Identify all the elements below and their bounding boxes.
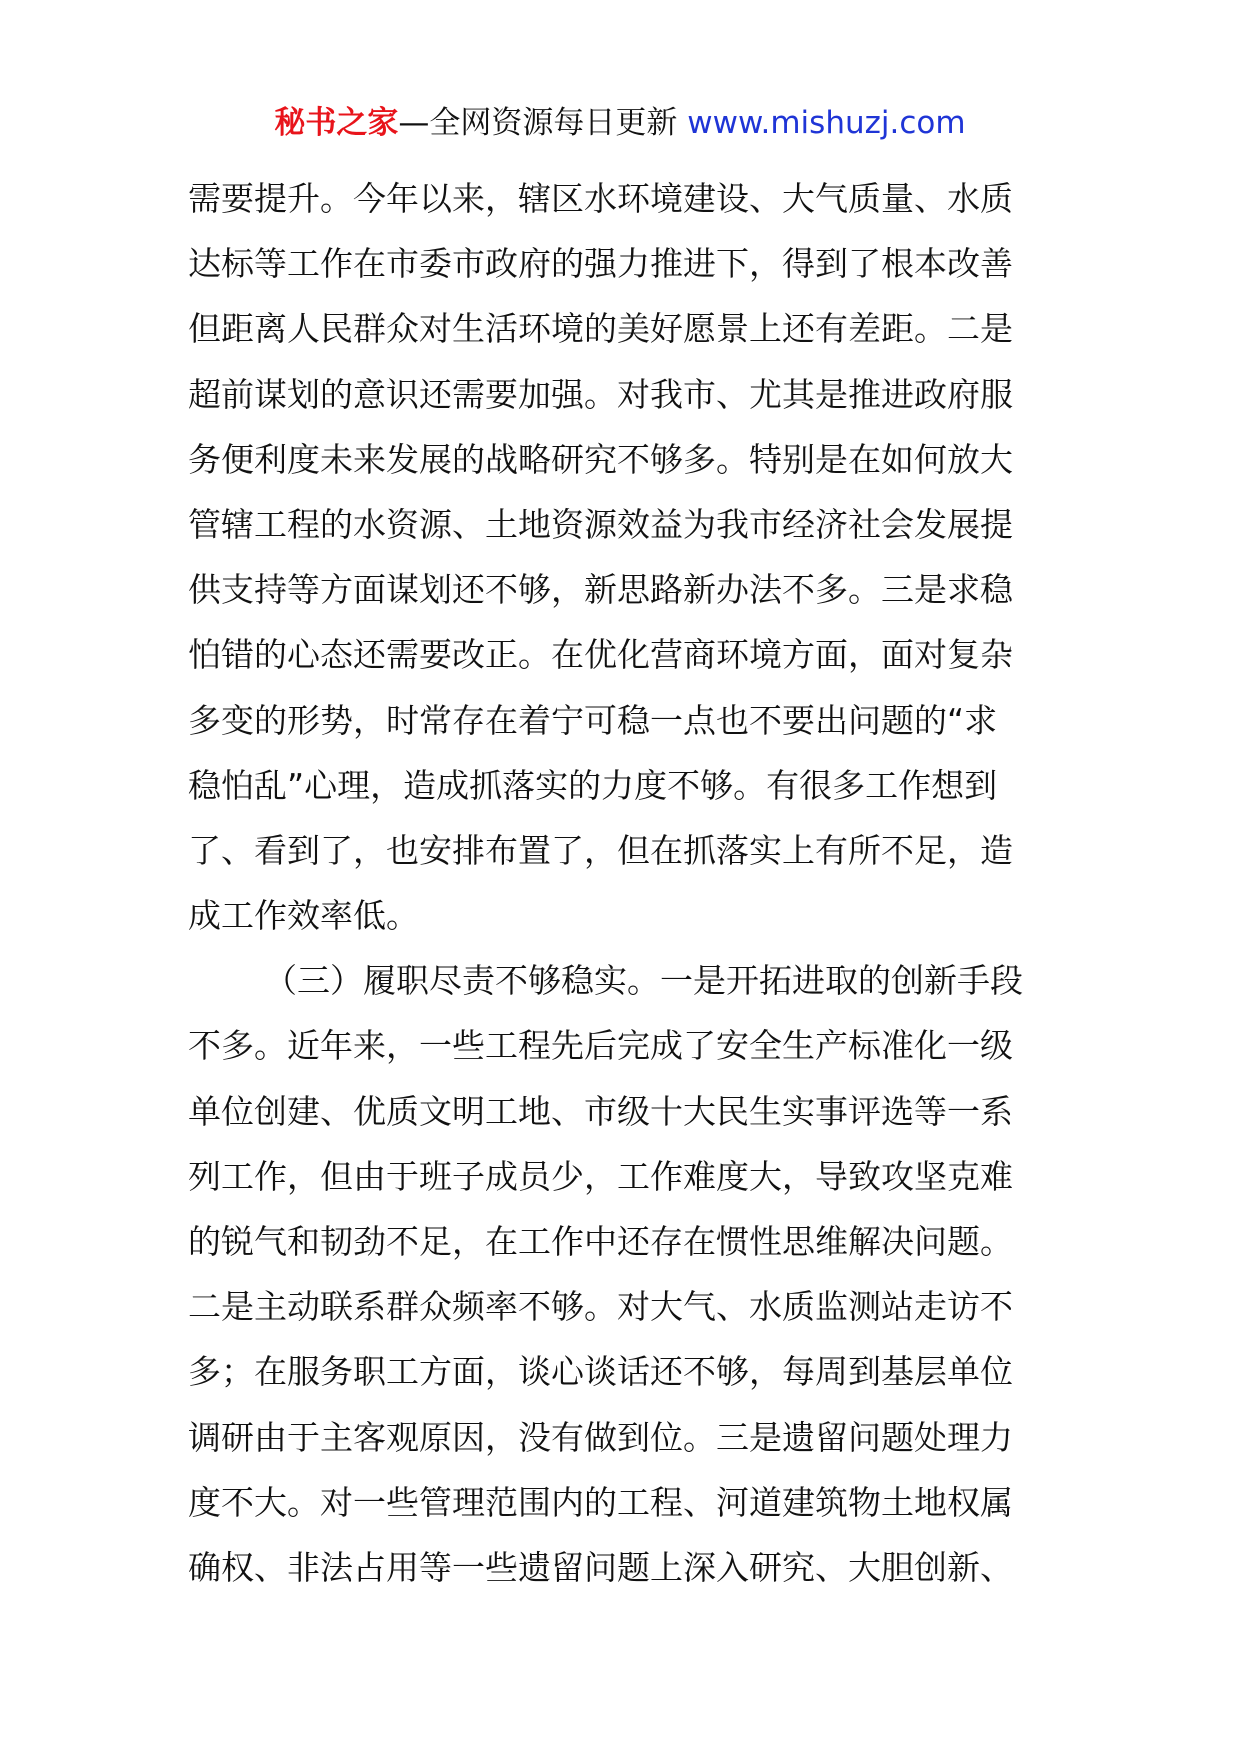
text-line: 单位创建、优质文明工地、市级十大民生实事评选等一系 — [188, 1091, 1013, 1131]
text-line: 但距离人民群众对生活环境的美好愿景上还有差距。二是 — [188, 309, 1013, 349]
text-line: 供支持等方面谋划还不够，新思路新办法不多。三是求稳 — [188, 570, 1013, 610]
text-line: 调研由于主客观原因，没有做到位。三是遗留问题处理力 — [188, 1417, 1013, 1457]
text-line: 多；在服务职工方面，谈心谈话还不够，每周到基层单位 — [188, 1352, 1013, 1392]
header-tagline: —全网资源每日更新 — [398, 105, 688, 141]
text-line: 多变的形势，时常存在着宁可稳一点也不要出问题的“求 — [188, 700, 998, 740]
text-line: 的锐气和韧劲不足，在工作中还存在惯性思维解决问题。 — [188, 1222, 1013, 1261]
text-line: 不多。近年来，一些工程先后完成了安全生产标准化一级 — [188, 1026, 1013, 1066]
section-heading-line: （三）履职尽责不够稳实。一是开拓进取的创新手段 — [264, 961, 1023, 1001]
text-line: 务便利度未来发展的战略研究不够多。特别是在如何放大 — [188, 439, 1013, 479]
text-line: 怕错的心态还需要改正。在优化营商环境方面，面对复杂 — [188, 635, 1013, 675]
text-line: 了、看到了，也安排布置了，但在抓落实上有所不足，造 — [188, 830, 1013, 870]
text-line: 列工作，但由于班子成员少，工作难度大，导致攻坚克难 — [188, 1156, 1013, 1196]
site-header — [0, 103, 1240, 143]
site-url-link[interactable]: www.mishuzj.com — [687, 105, 966, 141]
text-line: 达标等工作在市委市政府的强力推进下，得到了根本改善 — [188, 244, 1013, 284]
text-line: 成工作效率低。 — [188, 896, 419, 936]
document-body — [188, 166, 1058, 1600]
text-line: 需要提升。今年以来，辖区水环境建设、大气质量、水质 — [188, 179, 1013, 218]
text-line: 二是主动联系群众频率不够。对大气、水质监测站走访不 — [188, 1287, 1013, 1327]
text-line: 稳怕乱”心理，造成抓落实的力度不够。有很多工作想到 — [188, 765, 998, 805]
text-line: 度不大。对一些管理范围内的工程、河道建筑物土地权属 — [188, 1482, 1013, 1522]
text-line: 超前谋划的意识还需要加强。对我市、尤其是推进政府服 — [188, 374, 1013, 414]
brand-name: 秘书之家 — [274, 105, 399, 141]
text-line: 确权、非法占用等一些遗留问题上深入研究、大胆创新、 — [188, 1547, 1013, 1587]
text-line: 管辖工程的水资源、土地资源效益为我市经济社会发展提 — [188, 504, 1013, 544]
